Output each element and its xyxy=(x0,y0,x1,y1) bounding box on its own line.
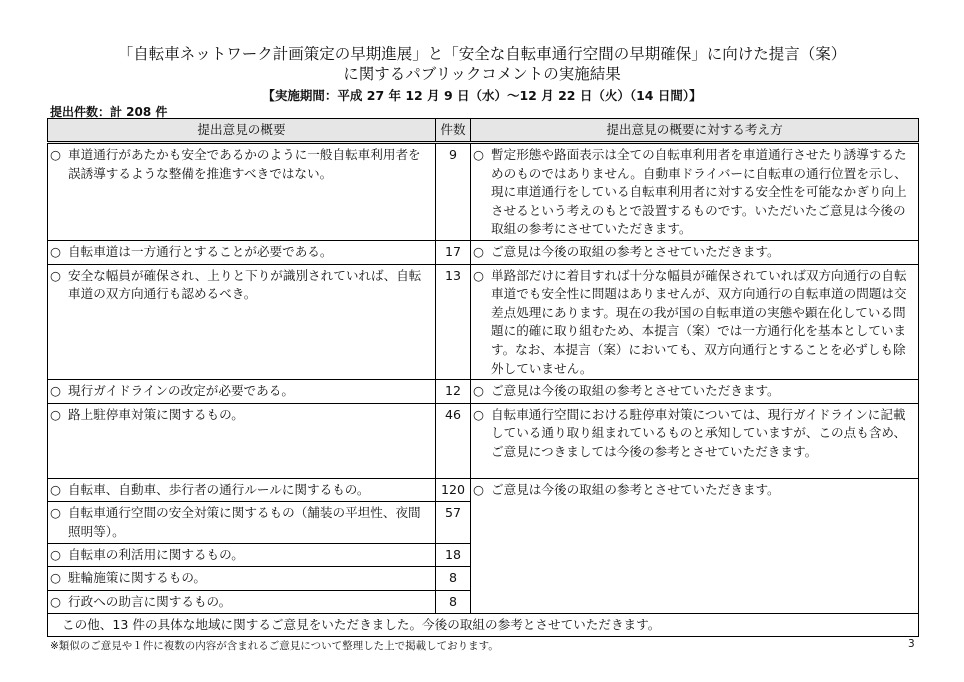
document-title-line1: 「自転車ネットワーク計画策定の早期進展」と「安全な自転車通行空間の早期確保」に向けた提言（案） xyxy=(117,45,847,63)
circle-bullet-icon: ○ xyxy=(473,147,484,162)
summary-text: 自転車道は一方通行とすることが必要である。 xyxy=(68,243,333,259)
table-row xyxy=(48,240,919,264)
summary-text: 行政への助言に関するもの。 xyxy=(68,593,232,609)
summary-cell xyxy=(48,264,436,380)
footnote: ※類似のご意見や１件に複数の内容が含まれるご意見について整理した上で掲載しております。 xyxy=(50,640,499,652)
summary-cell xyxy=(48,380,436,404)
count-cell: 13 xyxy=(436,264,471,380)
table-row xyxy=(48,380,919,404)
circle-bullet-icon: ○ xyxy=(50,147,61,162)
response-cell xyxy=(471,240,919,264)
circle-bullet-icon: ○ xyxy=(473,267,484,283)
circle-bullet-icon: ○ xyxy=(50,546,61,562)
response-text: ご意見は今後の取組の参考とさせていただきます。 xyxy=(491,481,780,497)
summary-text: 自転車、自動車、歩行者の通行ルールに関するもの。 xyxy=(68,481,370,497)
header-response: 提出意見の概要に対する考え方 xyxy=(471,119,919,143)
circle-bullet-icon: ○ xyxy=(50,593,61,609)
circle-bullet-icon: ○ xyxy=(50,570,61,586)
header-count: 件数 xyxy=(436,119,471,143)
summary-text: 現行ガイドラインの改定が必要である。 xyxy=(68,383,294,399)
circle-bullet-icon: ○ xyxy=(473,481,484,497)
response-text: ご意見は今後の取組の参考とさせていただきます。 xyxy=(491,383,780,399)
count-cell: 46 xyxy=(436,403,471,478)
circle-bullet-icon: ○ xyxy=(473,243,484,259)
circle-bullet-icon: ○ xyxy=(50,267,61,283)
summary-cell xyxy=(48,403,436,478)
response-cell xyxy=(471,264,919,380)
summary-text: 路上駐停車対策に関するもの。 xyxy=(68,406,244,422)
opinions-table xyxy=(47,118,919,637)
summary-cell xyxy=(48,502,436,543)
response-cell xyxy=(471,478,919,614)
response-cell xyxy=(471,380,919,404)
other-opinions-cell: この他、13 件の具体な地域に関するご意見をいただきました。今後の取組の参考とさせていただきます。 xyxy=(48,614,919,637)
table-row-other xyxy=(48,614,919,637)
count-cell: 8 xyxy=(436,567,471,591)
summary-text: 安全な幅員が確保され、上りと下りが識別されていれば、自転車道の双方向通行も認めるべき。 xyxy=(68,267,422,302)
table-row xyxy=(48,403,919,478)
page-number: 3 xyxy=(908,638,915,650)
response-text: ご意見は今後の取組の参考とさせていただきます。 xyxy=(491,243,780,259)
summary-text: 車道通行があたかも安全であるかのように一般自転車利用者を誤誘導するような整備を推進すべきではない。 xyxy=(68,147,421,181)
circle-bullet-icon: ○ xyxy=(50,505,61,521)
summary-text: 自転車の利活用に関するもの。 xyxy=(68,546,244,562)
summary-cell xyxy=(48,567,436,591)
document-title-line2: に関するパブリックコメントの実施結果 xyxy=(343,65,621,83)
response-cell xyxy=(471,403,919,478)
count-cell: 120 xyxy=(436,478,471,502)
summary-cell xyxy=(48,240,436,264)
count-cell: 8 xyxy=(436,590,471,614)
count-cell: 17 xyxy=(436,240,471,264)
circle-bullet-icon: ○ xyxy=(50,481,61,497)
table-row xyxy=(48,478,919,502)
count-cell: 12 xyxy=(436,380,471,404)
summary-cell xyxy=(48,143,436,241)
circle-bullet-icon: ○ xyxy=(473,383,484,399)
circle-bullet-icon: ○ xyxy=(473,406,484,422)
circle-bullet-icon: ○ xyxy=(50,406,61,422)
count-cell: 18 xyxy=(436,543,471,567)
count-cell: 9 xyxy=(436,143,471,241)
summary-text: 駐輪施策に関するもの。 xyxy=(68,570,207,586)
circle-bullet-icon: ○ xyxy=(50,243,61,259)
circle-bullet-icon: ○ xyxy=(50,383,61,399)
summary-cell xyxy=(48,478,436,502)
submission-count: 提出件数：計 208 件 xyxy=(50,105,168,119)
header-summary: 提出意見の概要 xyxy=(48,119,436,143)
table-row xyxy=(48,143,919,241)
count-cell: 57 xyxy=(436,502,471,543)
response-cell xyxy=(471,143,919,241)
implementation-period: 【実施期間：平成 27 年 12 月 9 日（水）～12 月 22 日（火）（14 日間）】 xyxy=(262,88,702,103)
table-header xyxy=(48,119,919,143)
response-text: 自転車通行空間における駐停車対策については、現行ガイドラインに記載している通り取り組まれているものと承知していますが、この点も含め、ご意見につきましては今後の参考とさせていただきます。 xyxy=(491,406,907,459)
response-text: 暫定形態や路面表示は全ての自転車利用者を車道通行させたり誘導するためのものではありません。自動車ドライバーに自転車の通行位置を示し、現に車道通行をしている自転車利用者に対する安全性を可能なかぎり向上させるという考えのもとで設置するものです。いただいたご意見は今後の取組の参考にさせていただきます。 xyxy=(491,147,907,237)
summary-cell xyxy=(48,590,436,614)
response-text: 単路部だけに着目すれば十分な幅員が確保されていれば双方向通行の自転車道でも安全性に問題はありませんが、双方向通行の自転車道の問題は交差点処理にあります。現在の我が国の自転車道の実態や顕在化している問題に的確に取り組むため、本提言（案）では一方通行化を基本としています。なお、本提言（案）においても、双方向通行とすることを必ずしも除外していません。 xyxy=(491,267,907,376)
summary-cell xyxy=(48,543,436,567)
summary-text: 自転車通行空間の安全対策に関するもの（舗装の平坦性、夜間照明等）。 xyxy=(68,505,421,539)
table-row xyxy=(48,264,919,380)
